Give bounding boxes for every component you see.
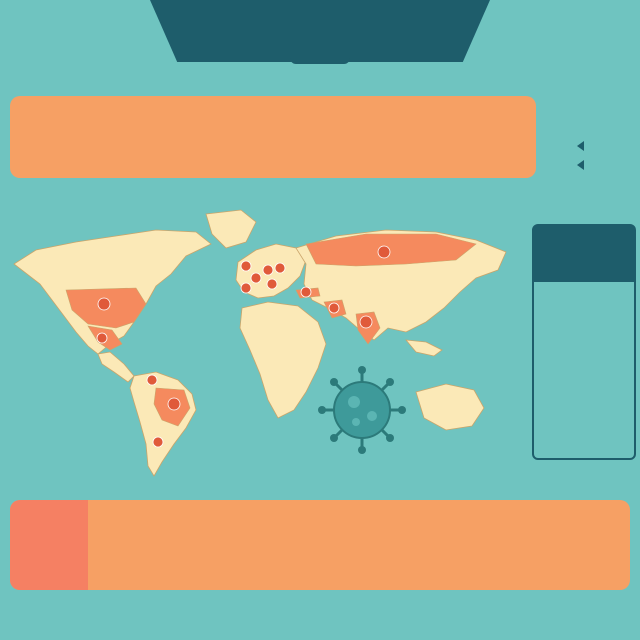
cases-arrow-icon	[577, 141, 584, 151]
world-map	[6, 204, 526, 488]
marker-argentina	[153, 437, 163, 447]
marker-mexico	[97, 333, 107, 343]
marker-iran	[329, 303, 339, 313]
marker-poland	[275, 263, 285, 273]
marker-italy	[267, 279, 277, 289]
global-stats-header	[534, 226, 634, 282]
marker-colombia	[147, 375, 157, 385]
marker-spain	[241, 283, 251, 293]
virus-icon	[318, 366, 406, 454]
continent-greenland	[206, 210, 256, 248]
continent-africa	[240, 302, 326, 418]
marker-france	[251, 273, 261, 283]
continent-southeast-asia	[406, 340, 442, 356]
marker-usa	[98, 298, 110, 310]
marker-russia	[378, 246, 390, 258]
global-stats-box	[532, 224, 636, 460]
continent-central-america	[98, 352, 134, 382]
marker-uk	[241, 261, 251, 271]
iran-highlight	[10, 500, 88, 590]
marker-germany	[263, 265, 273, 275]
top-countries-panel	[10, 96, 536, 178]
marker-india	[360, 316, 372, 328]
continent-south-america	[130, 372, 196, 476]
marker-brazil	[168, 398, 180, 410]
deaths-arrow-icon	[577, 160, 584, 170]
marker-turkey	[301, 287, 311, 297]
continent-australia	[416, 384, 484, 430]
isna-tag	[290, 50, 350, 64]
bottom-countries-panel	[10, 500, 630, 590]
